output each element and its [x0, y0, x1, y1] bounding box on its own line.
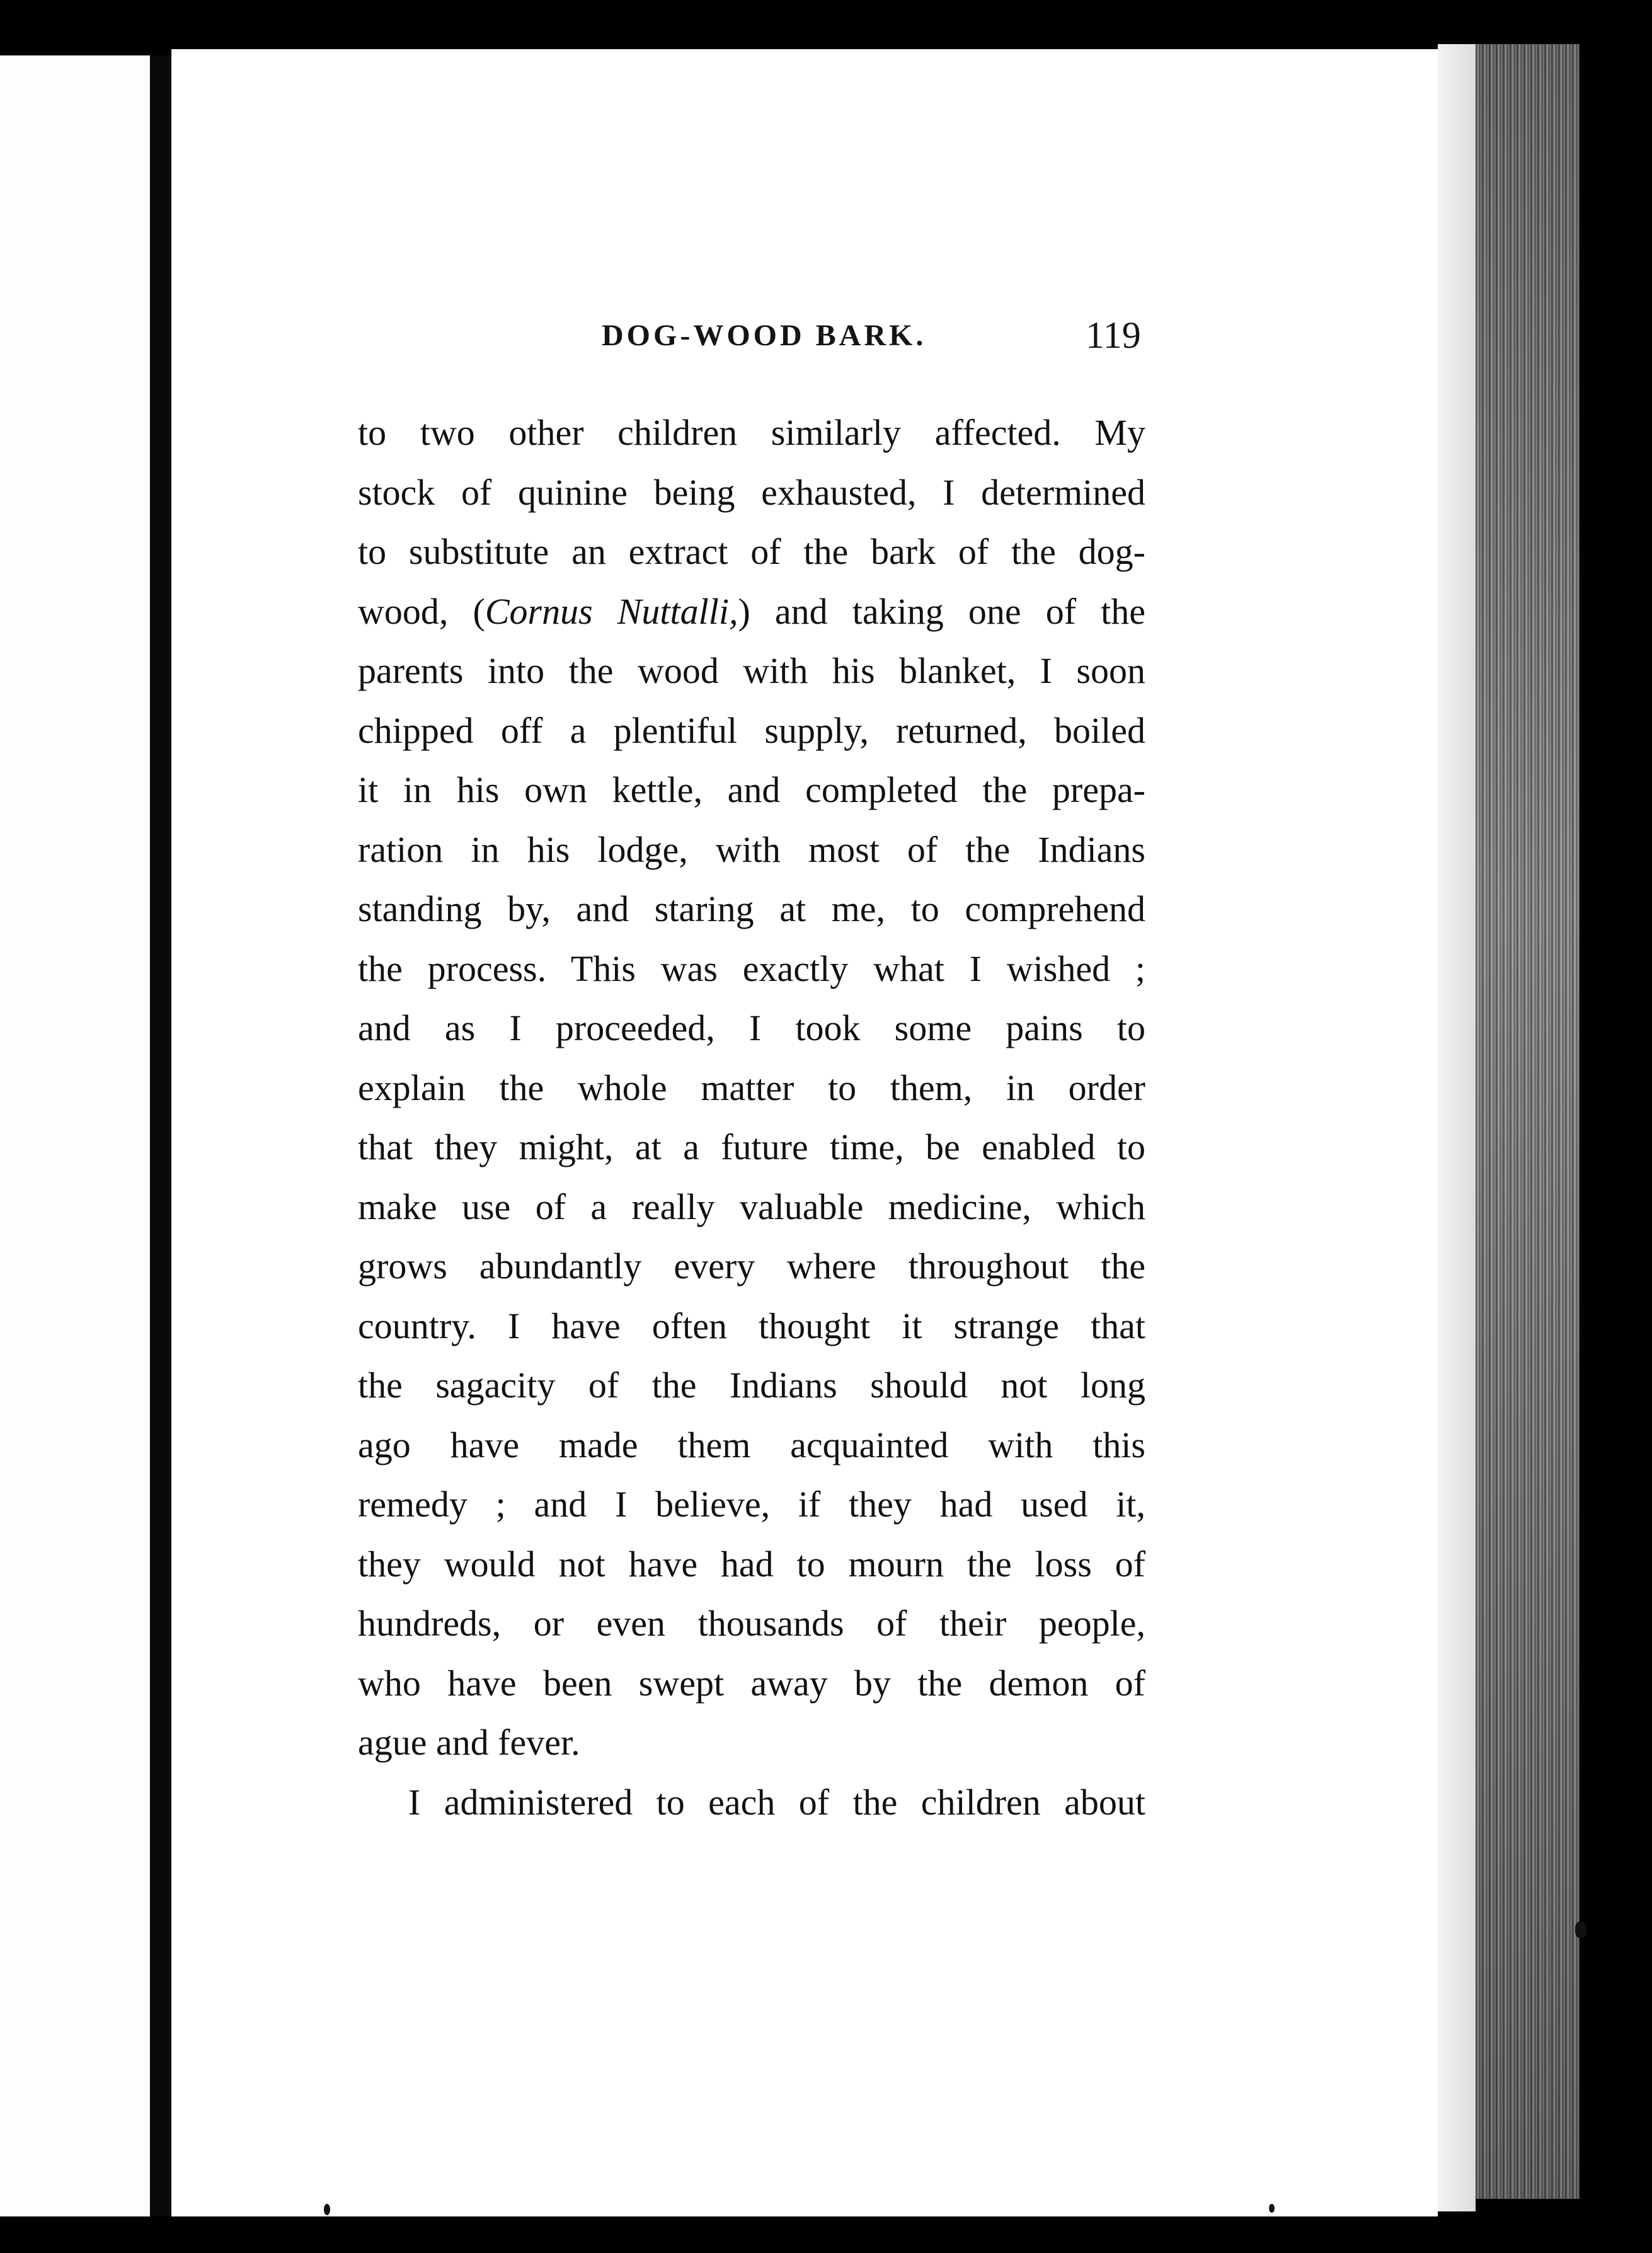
- gutter-shadow: [150, 55, 171, 2216]
- text-line: parents into the wood with his blanket, I soon: [358, 650, 1145, 691]
- text-line: it in his own kettle, and completed the prepa-: [358, 769, 1145, 810]
- text-line: the sagacity of the Indians should not long: [358, 1365, 1145, 1406]
- text-line: grows abundantly every where throughout the: [358, 1246, 1145, 1287]
- text-line: stock of quinine being exhausted, I determined: [358, 471, 1145, 513]
- paragraph-start-line: I administered to each of the children about: [408, 1781, 1145, 1823]
- scan-speck: [1269, 2204, 1275, 2213]
- scan-speck: [1575, 1922, 1586, 1938]
- text-line: to substitute an extract of the bark of the dog-: [358, 531, 1145, 572]
- text-line: make use of a really valuable medicine, which: [358, 1186, 1145, 1227]
- text-line: that they might, at a future time, be enabled to: [358, 1126, 1145, 1167]
- text-line: ago have made them acquainted with this: [358, 1424, 1145, 1465]
- text-line: country. I have often thought it strange that: [358, 1305, 1145, 1346]
- previous-page-edge: [0, 55, 150, 2216]
- text-line: explain the whole matter to them, in order: [358, 1067, 1145, 1108]
- running-header: DOG-WOOD BARK.: [602, 319, 927, 352]
- body-text: [358, 403, 1145, 1832]
- text-line: remedy ; and I believe, if they had used it,: [358, 1484, 1145, 1525]
- text-line: they would not have had to mourn the loss of: [358, 1543, 1145, 1585]
- text-line: chipped off a plentiful supply, returned, boiled: [358, 709, 1145, 751]
- page-number: 119: [1086, 314, 1141, 356]
- text-line: hundreds, or even thousands of their people,: [358, 1603, 1145, 1644]
- text-line: and as I proceeded, I took some pains to: [358, 1007, 1145, 1048]
- text-line: ration in his lodge, with most of the Indians: [358, 828, 1145, 870]
- text-line: the process. This was exactly what I wished ;: [358, 948, 1145, 989]
- scan-speck: [324, 2204, 330, 2215]
- botanical-name: Cornus Nuttalli,: [485, 590, 738, 632]
- text-line: to two other children similarly affected. My: [358, 412, 1145, 453]
- text-line: standing by, and staring at me, to comprehend: [358, 888, 1145, 929]
- paragraph-end-line: ague and fever.: [358, 1722, 580, 1763]
- page-stack-edge: [1438, 44, 1476, 2211]
- text-fragment: wood, (: [358, 590, 485, 632]
- text-line-with-italic: [358, 582, 1145, 642]
- text-line: who have been swept away by the demon of: [358, 1662, 1145, 1704]
- text-fragment: ) and taking one of the: [738, 590, 1145, 632]
- fore-edge-shading: [1476, 44, 1580, 2199]
